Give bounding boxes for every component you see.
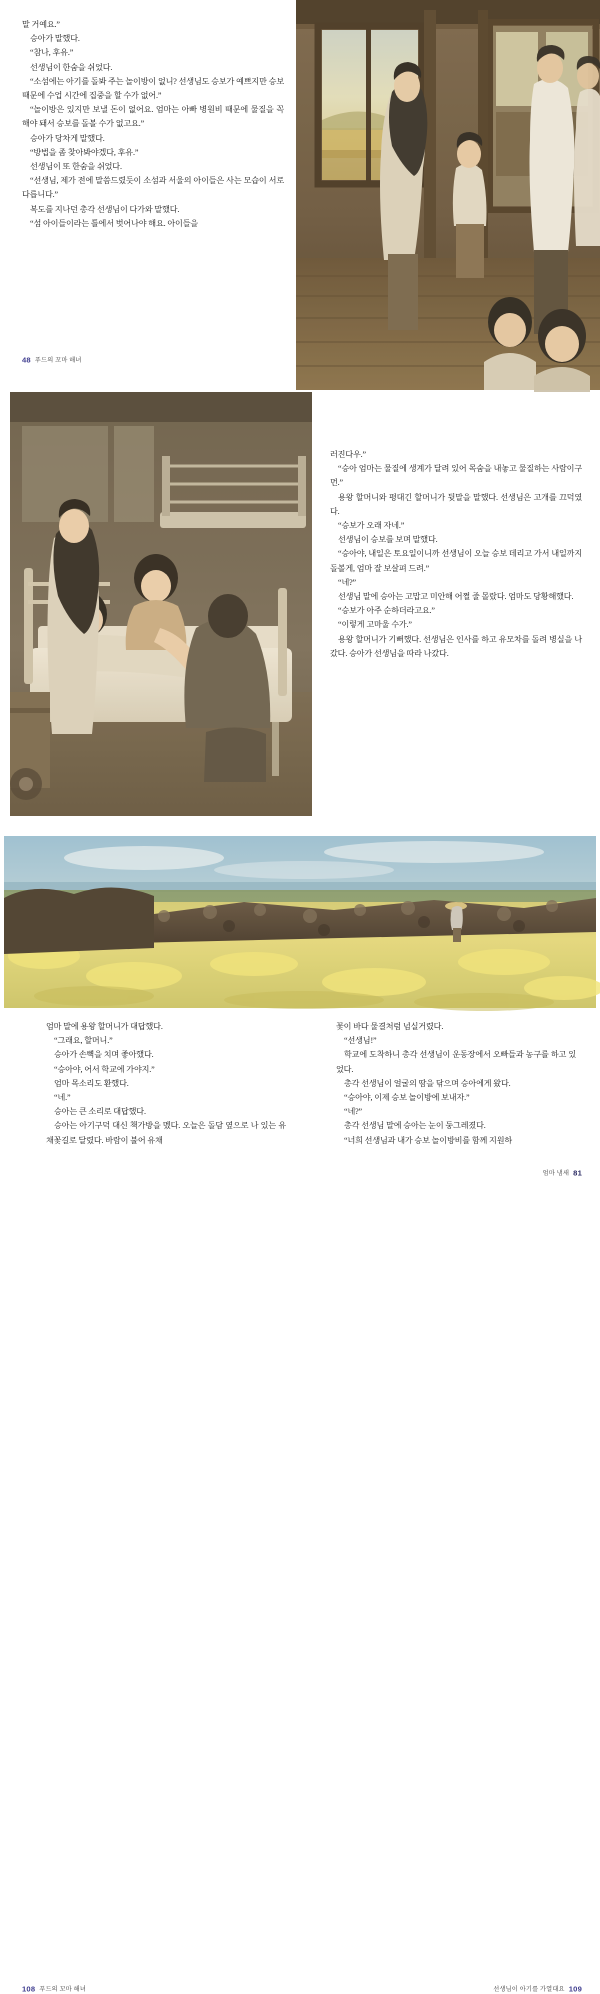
paragraph: 러진다우.” [330, 450, 366, 459]
paragraph: “참나, 후유.” [30, 48, 74, 58]
running-head: 푸드의 꼬마 해녀 [34, 357, 82, 364]
paragraph: “섬 아이들이라는 틀에서 벗어나야 해요. 아이들을 [30, 218, 199, 228]
folio-page-109 [493, 1984, 582, 1994]
paragraph: 선생님 말에 승아는 고맙고 미안해 어쩔 줄 몰랐다. 엄마도 당황해했다. [338, 592, 574, 602]
illustration-hospital-bedside [10, 392, 312, 816]
page-number: 48 [22, 355, 31, 365]
paragraph: “방법을 좀 찾아봐야겠다, 후유.” [30, 147, 139, 157]
page-108-body-text [46, 1020, 286, 1170]
paragraph: 승아가 말했다. [30, 34, 80, 44]
paragraph: 학교에 도착하니 총각 선생님이 운동장에서 오빠들과 농구를 하고 있었다. [336, 1050, 576, 1074]
paragraph: 꽃이 바다 물결처럼 넘실거렸다. [336, 1022, 444, 1031]
illustration-canola-field-landscape [4, 836, 596, 1008]
paragraph: “승아야, 어서 학교에 가야지.” [54, 1064, 155, 1074]
paragraph: 엄마 목소리도 환했다. [54, 1078, 129, 1088]
page-81-body-text [330, 448, 582, 808]
page-109-body-text [336, 1020, 576, 1170]
paragraph: “선생님!” [344, 1036, 377, 1046]
paragraph: “너희 선생님과 내가 승보 놀이방비를 함께 지원하 [344, 1135, 513, 1145]
paragraph: 복도를 지나던 총각 선생님이 다가와 말했다. [30, 204, 180, 214]
running-head: 푸드의 꼬마 해녀 [39, 1986, 87, 1993]
paragraph: “이렇게 고마울 수가.” [338, 620, 412, 630]
paragraph: 총각 선생님 말에 승아는 눈이 둥그레졌다. [344, 1121, 486, 1131]
paragraph: “네.” [54, 1093, 71, 1103]
paragraph: “그래요, 할머니.” [54, 1036, 113, 1046]
paragraph: 선생님이 승보를 보며 말했다. [338, 535, 438, 545]
running-head: 선생님이 아기를 가열대요 [493, 1986, 565, 1993]
paragraph: 용왕 할머니와 평대긴 할머니가 뒷말을 말했다. 선생님은 고개를 끄덕였다. [330, 492, 582, 516]
paragraph: “선생님, 제가 전에 말씀드렸듯이 소섬과 서울의 아이들은 사는 모습이 서로 다릅니다.” [22, 176, 284, 200]
page-number: 108 [22, 1984, 36, 1994]
paragraph: “승아 엄마는 물질에 생계가 달려 있어 목숨을 내놓고 물질하는 사람이구먼.” [330, 464, 582, 488]
paragraph: “승아야, 내일은 토요일이니까 선생님이 오늘 승보 데리고 가서 내일까지 돌볼게, 엄마 잘 보살펴 드려.” [330, 549, 582, 573]
paragraph: 승아가 손뼉을 치며 좋아했다. [54, 1050, 154, 1060]
paragraph: “소섬에는 아기를 돌봐 주는 놀이방이 없니? 선생님도 승보가 예쁘지만 승보 때문에 수업 시간에 집중을 할 수가 없어.” [22, 76, 284, 101]
paragraph: “승아야, 이제 승보 놀이방에 보내자.” [344, 1093, 470, 1103]
page-number: 109 [568, 1984, 582, 1994]
paragraph: 말 거예요.” [22, 20, 60, 29]
folio-page-108 [22, 1984, 86, 1994]
paragraph: “승보가 아주 순하더라고요.” [338, 606, 435, 616]
paragraph: 승아는 큰 소리로 대답했다. [54, 1107, 146, 1117]
folio-page-48 [22, 355, 82, 365]
page-number: 81 [573, 1168, 582, 1178]
paragraph: 승아가 당차게 말했다. [30, 133, 105, 143]
paragraph: “네?” [344, 1107, 362, 1117]
illustration-train-compartment [296, 0, 600, 390]
paragraph: 용왕 할머니가 기뻐했다. 선생님은 인사를 하고 유모차를 돌려 병실을 나갔다. 승아가 선생님을 따라 나갔다. [330, 634, 582, 658]
paragraph: 총각 선생님이 얼굴의 땀을 닦으며 승아에게 왔다. [344, 1078, 511, 1088]
book-spread-1 [0, 0, 600, 390]
paragraph: 선생님이 또 한숨을 쉬었다. [30, 162, 122, 172]
paragraph: “놀이방은 있지만 보낼 돈이 없어요. 엄마는 아빠 병원비 때문에 물질을 꼭 해야 돼서 승보를 돌볼 수가 없고요.” [22, 105, 284, 129]
paragraph: 엄마 말에 용왕 할머니가 대답했다. [46, 1022, 163, 1031]
page-48-body-text [22, 18, 284, 373]
paragraph: “승보가 오래 자네.” [338, 521, 405, 531]
paragraph: 승아는 아기구덕 대신 책가방을 멨다. 오늘은 돌담 옆으로 나 있는 유채꽃길로 달렸다. 바람이 불어 유채 [46, 1121, 286, 1145]
running-head: 엄마 냄새 [542, 1170, 570, 1177]
paragraph: “네?” [338, 577, 356, 587]
paragraph: 선생님이 한숨을 쉬었다. [30, 62, 113, 72]
book-spread-3 [0, 824, 600, 1994]
